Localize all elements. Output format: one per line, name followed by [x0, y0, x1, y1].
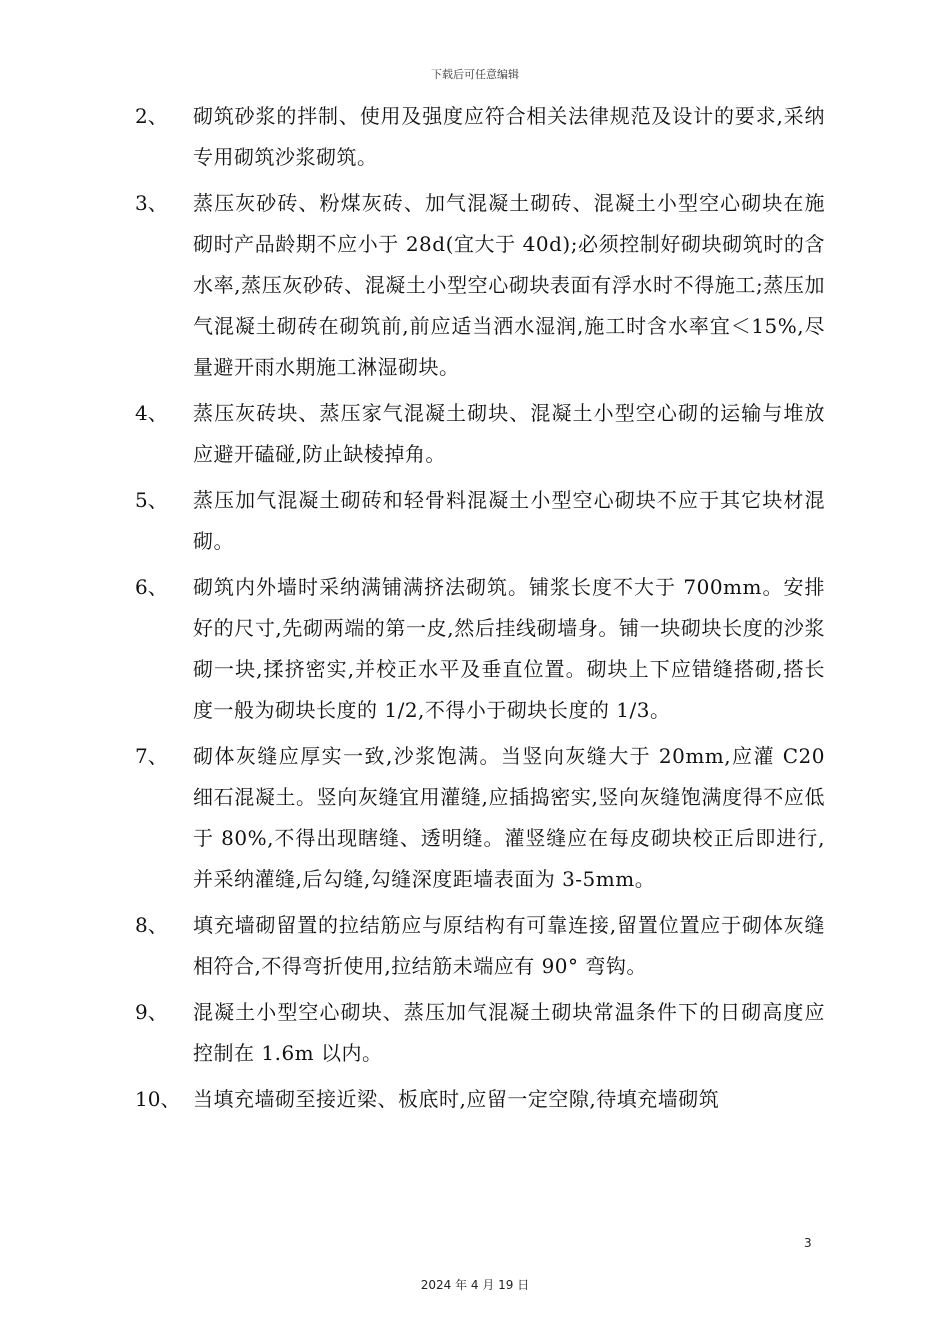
list-item — [135, 905, 825, 987]
item-number: 8、 — [135, 913, 168, 937]
page-number: 3 — [804, 1236, 812, 1250]
footer-date: 2024 年 4 月 19 日 — [420, 1278, 530, 1292]
item-number: 9、 — [135, 1000, 168, 1024]
item-text: 蒸压加气混凝土砌砖和轻骨料混凝土小型空心砌块不应于其它块材混砌。 — [193, 488, 825, 553]
item-text: 砌筑砂浆的拌制、使用及强度应符合相关法律规范及设计的要求,采纳专用砌筑沙浆砌筑。 — [193, 104, 825, 169]
item-number: 2、 — [135, 104, 168, 128]
list-item — [135, 567, 825, 731]
list-item — [135, 480, 825, 562]
item-text: 蒸压灰砂砖、粉煤灰砖、加气混凝土砌砖、混凝土小型空心砌块在施砌时产品龄期不应小于 28d(宜大于 40d);必须控制好砌块砌筑时的含水率,蒸压灰砂砖、混凝土小型空心砌块表面有浮水时不得施工;蒸压加气混凝土砌砖在砌筑前,前应适当洒水湿润,施工时含水率宜＜15%,尽量避开雨水期施工淋湿砌块。 — [193, 191, 825, 379]
list-item — [135, 1079, 825, 1120]
item-number: 3、 — [135, 191, 168, 215]
item-number: 5、 — [135, 488, 168, 512]
page-header: 下载后可任意编辑 — [431, 68, 519, 81]
item-number: 7、 — [135, 744, 168, 768]
list-item — [135, 736, 825, 900]
item-text: 当填充墙砌至接近梁、板底时,应留一定空隙,待填充墙砌筑 — [193, 1087, 720, 1111]
item-text: 填充墙砌留置的拉结筋应与原结构有可靠连接,留置位置应于砌体灰缝相符合,不得弯折使用,拉结筋未端应有 90° 弯钩。 — [193, 913, 825, 978]
item-number: 10、 — [135, 1087, 181, 1111]
list-item — [135, 393, 825, 475]
item-text: 混凝土小型空心砌块、蒸压加气混凝土砌块常温条件下的日砌高度应控制在 1.6m 以内。 — [193, 1000, 825, 1065]
item-text: 砌体灰缝应厚实一致,沙浆饱满。当竖向灰缝大于 20mm,应灌 C20 细石混凝土。竖向灰缝宜用灌缝,应插捣密实,竖向灰缝饱满度得不应低于 80%,不得出现瞎缝、透明缝。灌竖缝应在每皮砌块校正后即进行,并采纳灌缝,后勾缝,勾缝深度距墙表面为 3-5mm。 — [193, 744, 825, 891]
item-text: 砌筑内外墙时采纳满铺满挤法砌筑。铺浆长度不大于 700mm。安排好的尺寸,先砌两端的第一皮,然后挂线砌墙身。铺一块砌块长度的沙浆砌一块,揉挤密实,并校正水平及垂直位置。砌块上下应错缝搭砌,搭长度一般为砌块长度的 1/2,不得小于砌块长度的 1/3。 — [193, 575, 825, 722]
list-item — [135, 96, 825, 178]
item-text: 蒸压灰砖块、蒸压家气混凝土砌块、混凝土小型空心砌的运输与堆放应避开磕碰,防止缺棱掉角。 — [193, 401, 825, 466]
list-item — [135, 183, 825, 388]
item-number: 4、 — [135, 401, 168, 425]
document-body — [135, 96, 825, 1125]
item-number: 6、 — [135, 575, 168, 599]
list-item — [135, 992, 825, 1074]
